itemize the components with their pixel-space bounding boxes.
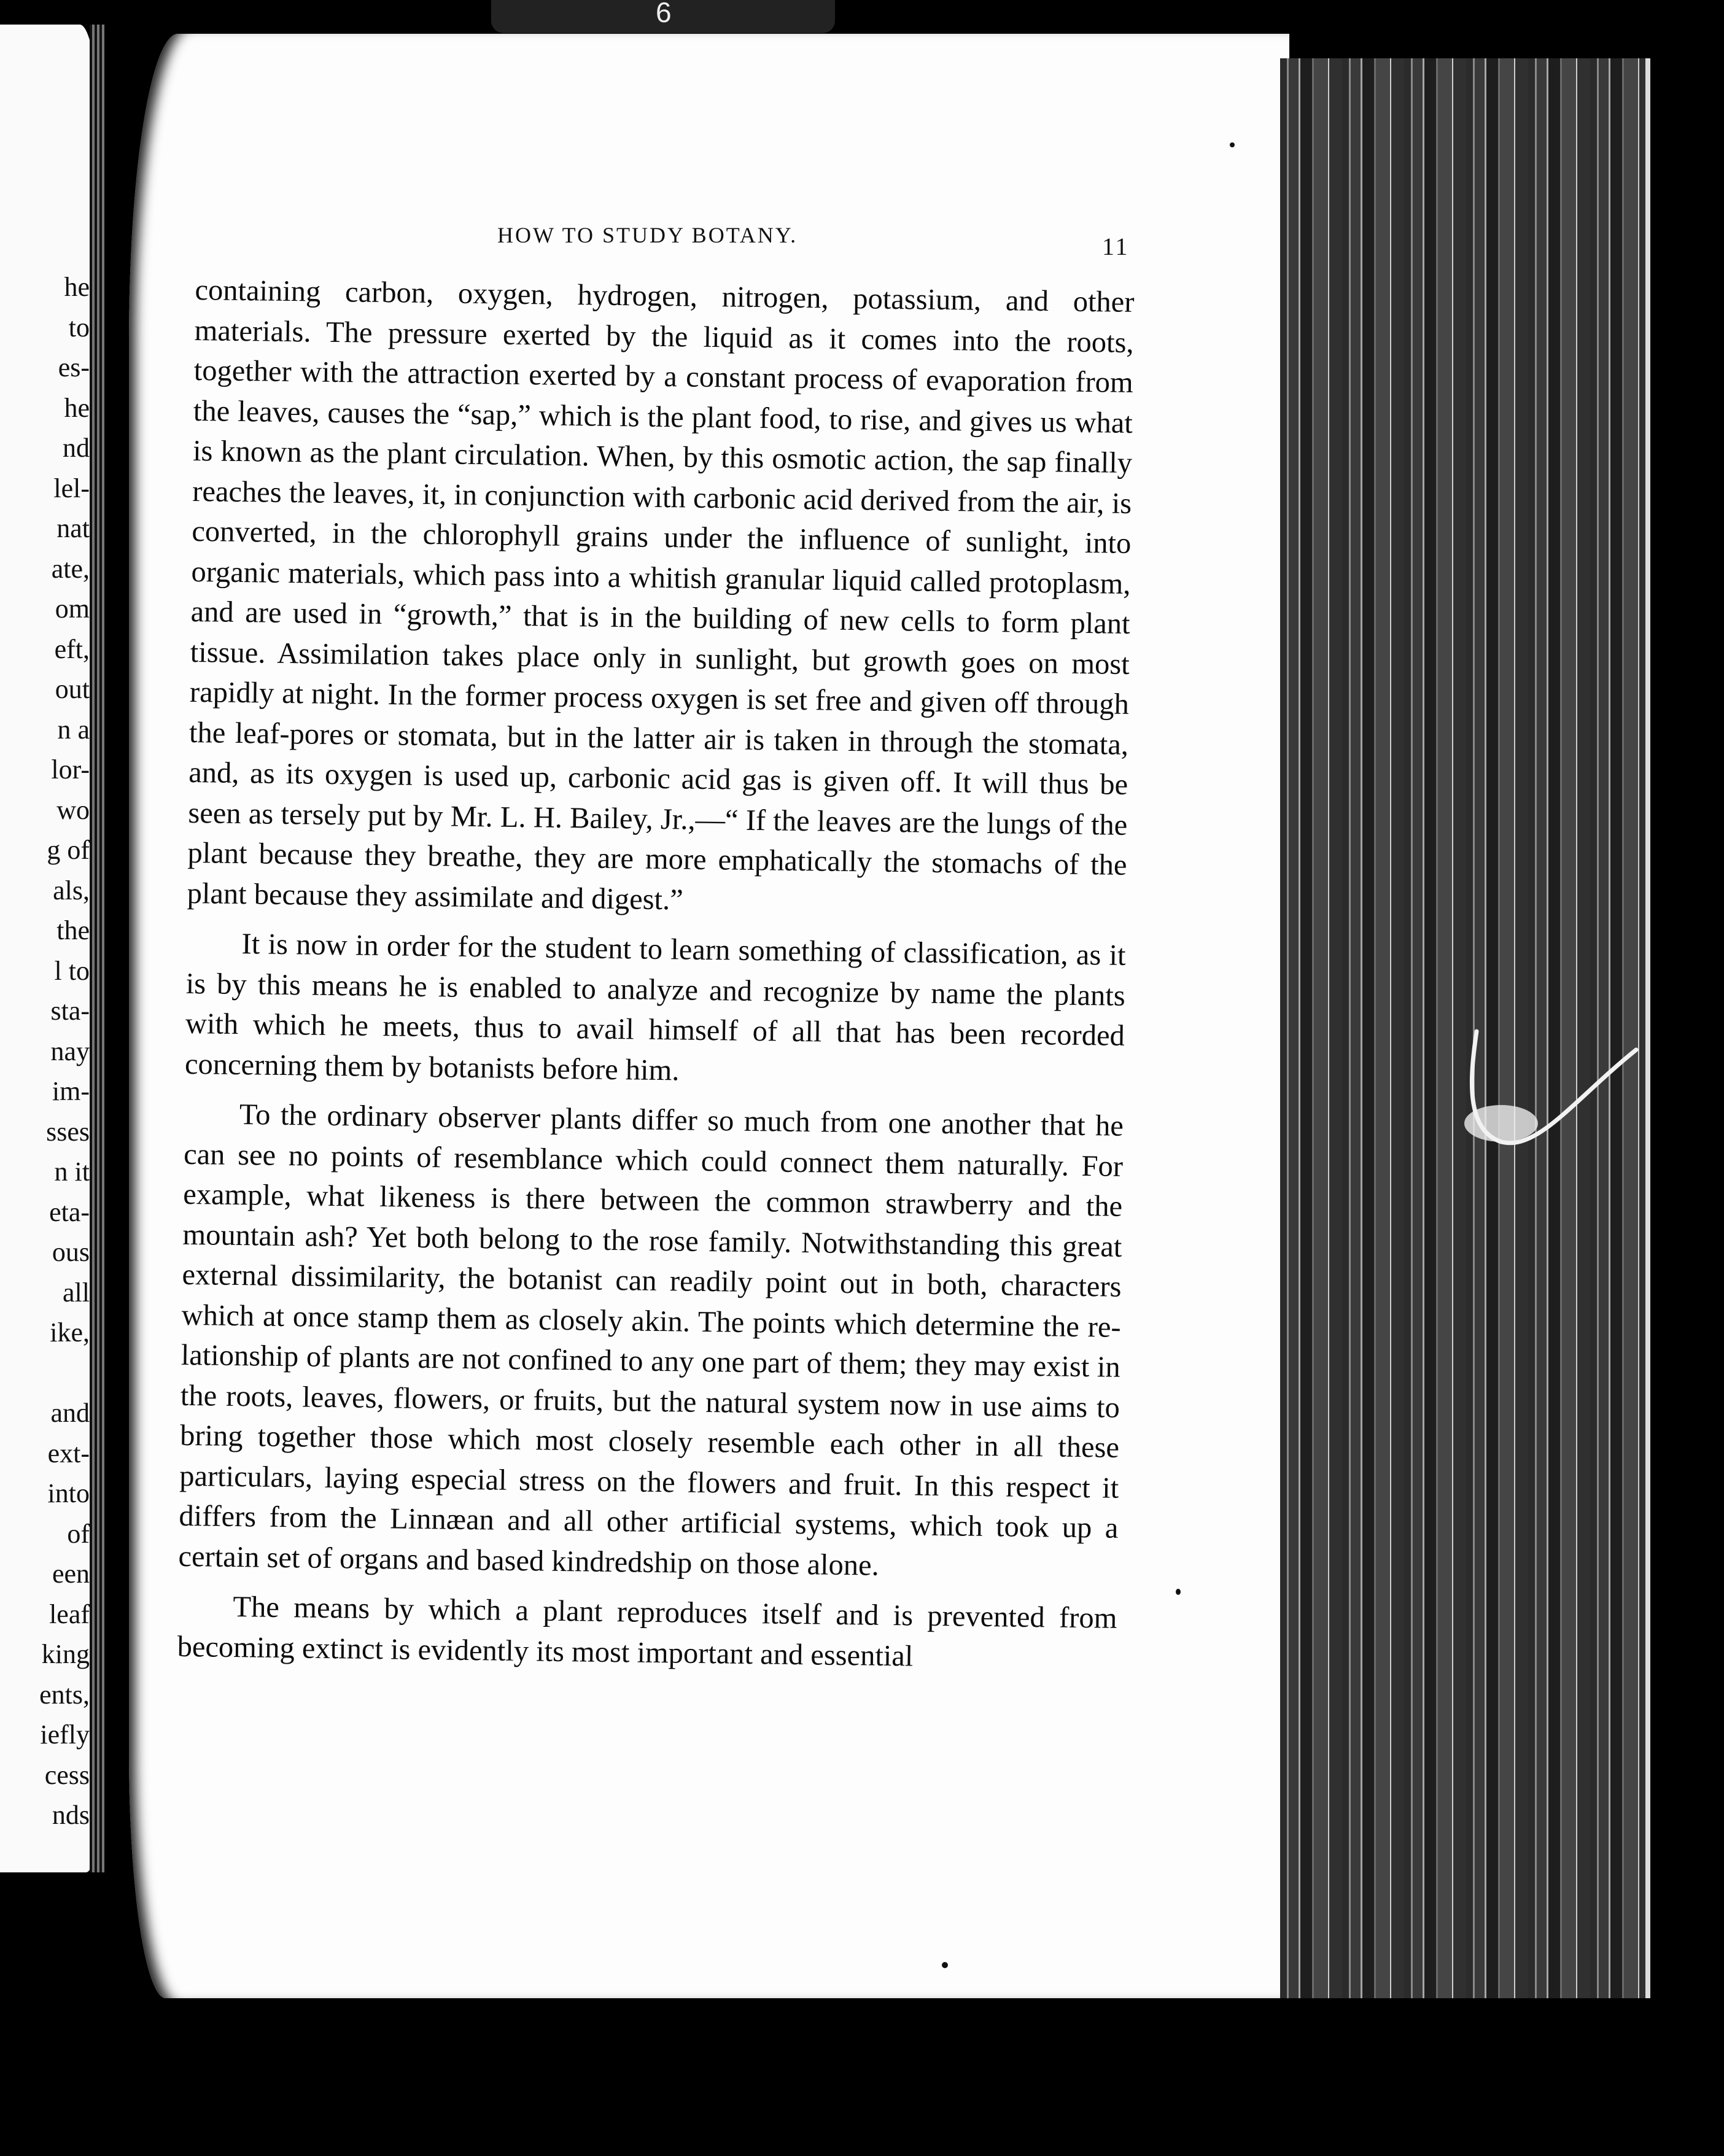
left-page-fragment: he xyxy=(64,392,90,423)
paragraph-4: The means by which a plant reproduces itself and is prevented from becoming extinct is evidently its most important and essential xyxy=(177,1590,1117,1672)
left-page-fragment: als, xyxy=(53,875,90,905)
left-page-fragment: g of xyxy=(47,835,90,865)
left-page-fragment: ext- xyxy=(47,1438,90,1468)
left-page-fragment: es- xyxy=(58,352,90,382)
left-page-fragment: n it xyxy=(54,1157,90,1187)
left-page-fragment: ents, xyxy=(39,1679,90,1710)
left-page-fragment: he xyxy=(64,272,90,302)
left-page-fragment: iefly xyxy=(40,1720,90,1750)
page-number: 11 xyxy=(1102,233,1130,260)
left-facing-page xyxy=(0,25,104,1872)
left-page-fragment xyxy=(0,1353,90,1394)
left-page-fragment: ate, xyxy=(51,553,90,584)
page-body-text xyxy=(177,270,1135,1679)
left-page-fragment: out xyxy=(55,674,90,704)
left-page-fragment: of xyxy=(67,1518,90,1549)
left-page-fragment: n a xyxy=(57,714,90,745)
left-page-fragment: ike, xyxy=(50,1317,90,1348)
left-page-fragment: and xyxy=(50,1398,90,1428)
left-page-fragment: sses xyxy=(46,1116,90,1147)
left-page-fragment: king xyxy=(41,1639,90,1669)
left-page-text-fragments xyxy=(0,267,90,1836)
left-page-fragment: im- xyxy=(52,1076,90,1106)
running-head: HOW TO STUDY BOTANY. xyxy=(497,223,798,247)
paragraph-2: It is now in order for the student to learn something of classification, as it is by this means he is enabled to analyze and recognize by name the plants with which he meets, thus to avail himself of all that has been recorded concerning them by botanists before him. xyxy=(184,928,1126,1087)
left-page-fragment: all xyxy=(63,1277,90,1308)
paragraph-3: To the ordinary observer plants differ so much from one another that he can see no points of resemblance which could connect them naturally. For example, what likeness is there between the common strawberry and the mountain ash? Yet both belong to the rose family. Notwithstanding this great external dissimilarity, the botanist can readily point out in both, characters which at once stamp them as closely akin. The points which determine the relationship of plants are not confined to any one part of them; they may exist in the roots, leaves, flowers, or fruits, but the natural system now in use aims to bring together those which most closely resemble each other in all these particulars, laying especial stress on the flowers and fruit. In this respect it differs from the Linnæan and all other artificial systems, which took up a certain set of organs and based kindredship on those alone. xyxy=(178,1098,1124,1582)
left-page-fragment: eft, xyxy=(54,634,90,664)
left-page-fragment: een xyxy=(52,1559,90,1589)
left-page-fragment: nat xyxy=(56,513,90,543)
left-page-gutter xyxy=(90,25,104,1872)
pencil-scribble-mark xyxy=(1464,1025,1642,1166)
left-page-fragment: cess xyxy=(44,1759,90,1790)
left-page-fragment: l to xyxy=(54,955,90,986)
left-page-fragment: to xyxy=(68,312,90,343)
paragraph-1: containing carbon, oxygen, hydrogen, nitrogen, potassium, and other materials. The pressure exerted by the liquid as it comes into the roots, together with the attraction exerted by a constant process of evaporation from the leaves, causes the “sap,” which is the plant food, to rise, and gives us what is known as the plant circulation. When, by this osmotic action, the sap finally reaches the leaves, it, in conjunction with carbonic acid derived from the air, is converted, in the chlorophyll grains under the influence of sunlight, into organic materials, which pass into a whitish granular liquid called protoplasm, and are used in “growth,” that is in the building of new cells to form plant tissue. Assimilation takes place only in sunlight, but growth goes on most rapidly at night. In the former process oxygen is set free and given off through the leaf-pores or stomata, but in the latter air is taken in through the stomata, and, as its oxygen is used up, carbonic acid gas is given off. It will thus be seen as tersely put by Mr. L. H. Bailey, Jr.,—“ If the leaves are the lungs of the plant because they breathe, they are more emphatically the stomachs of the plant because they assimilate and digest.” xyxy=(187,273,1135,916)
dust-speck xyxy=(942,1962,948,1968)
left-page-fragment: the xyxy=(56,915,90,945)
left-page-fragment: lel- xyxy=(53,473,90,503)
left-page-fragment: nd xyxy=(63,433,90,463)
left-page-fragment: leaf xyxy=(49,1599,90,1629)
left-page-fragment: into xyxy=(47,1478,90,1508)
left-page-fragment: ous xyxy=(52,1237,90,1267)
dust-speck xyxy=(1176,1589,1181,1595)
top-tab-number: 6 xyxy=(656,0,672,28)
left-page-fragment: lor- xyxy=(51,754,90,785)
left-page-fragment: nay xyxy=(50,1036,90,1066)
left-page-fragment: wo xyxy=(56,794,90,825)
left-page-fragment: sta- xyxy=(50,996,90,1026)
dust-speck xyxy=(1230,142,1235,147)
left-page-fragment: om xyxy=(55,594,90,624)
left-page-fragment: eta- xyxy=(49,1196,90,1227)
left-page-fragment: nds xyxy=(52,1800,90,1830)
